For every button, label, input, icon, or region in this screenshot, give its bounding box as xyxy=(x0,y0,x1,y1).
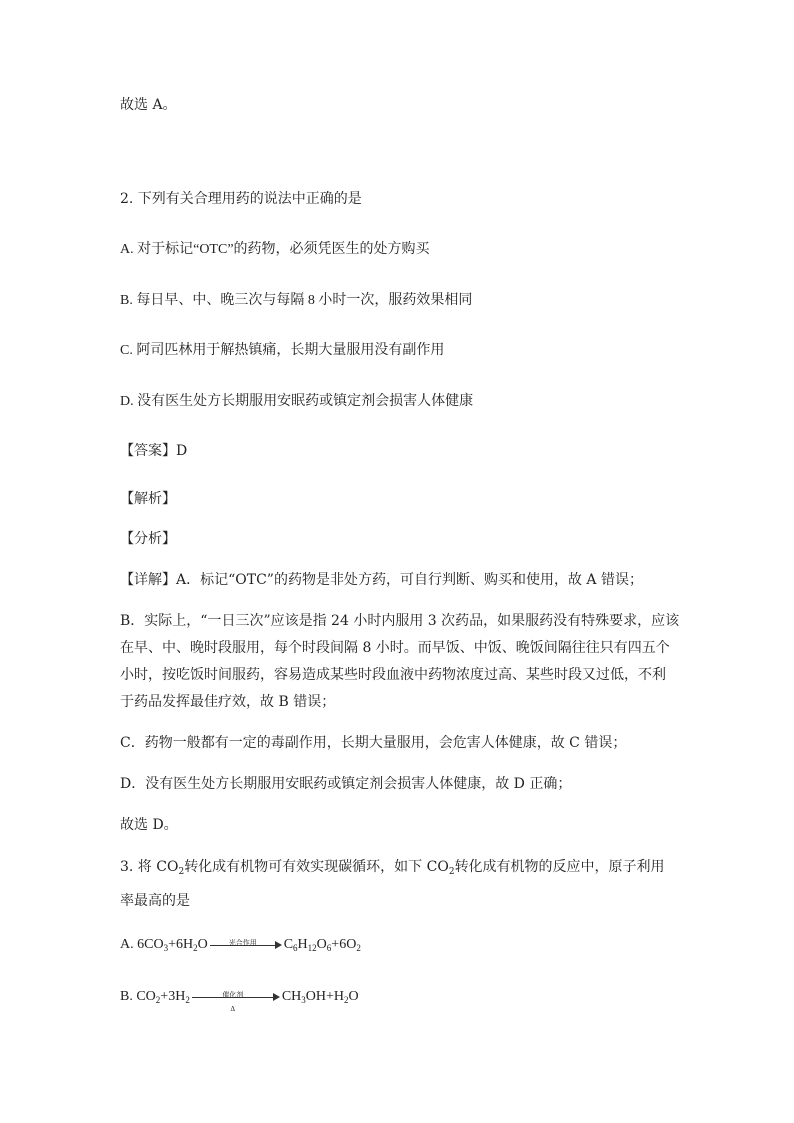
q2-option-c: C. 阿司匹林用于解热镇痛，长期大量服用没有副作用 xyxy=(120,343,445,358)
reaction-condition: Δ xyxy=(230,1005,236,1013)
q2-detail-line: 于药品发挥最佳疗效，故 B 错误； xyxy=(120,694,336,710)
formula-text: C xyxy=(283,937,294,953)
q3-stem-text: 3. 将 CO xyxy=(120,859,179,875)
formula-text: O xyxy=(197,937,208,953)
subscript: 2 xyxy=(178,867,185,877)
subscript: 12 xyxy=(307,943,317,954)
q2-analysis-title: 【解析】 xyxy=(120,491,176,507)
formula-text: CH xyxy=(281,989,302,1005)
formula-text: H xyxy=(297,937,308,953)
prev-conclusion: 故选 A。 xyxy=(120,97,177,113)
subscript: 6 xyxy=(326,943,332,954)
q2-detail-line: C．药物一般都有一定的毒副作用，长期大量服用，会危害人体健康，故 C 错误； xyxy=(120,735,627,751)
formula-text: O xyxy=(316,937,327,953)
formula-text: O xyxy=(348,989,359,1005)
subscript: 2 xyxy=(155,995,161,1006)
formula-text: OH+H xyxy=(305,989,344,1005)
q2-stem: 2. 下列有关合理用药的说法中正确的是 xyxy=(120,191,362,207)
q3-stem-line1 xyxy=(120,857,665,877)
formula-text: +6O xyxy=(331,937,357,953)
formula-text: +3H xyxy=(160,989,186,1005)
reaction-condition: 催化剂 xyxy=(222,991,244,999)
q3-stem-text: 转化成有机物的反应中，原子利用 xyxy=(454,859,665,875)
q3-stem-text: 转化成有机物可有效实现碳循环，如下 CO xyxy=(184,859,449,875)
reaction-arrow xyxy=(192,987,280,1013)
subscript: 2 xyxy=(344,995,349,1006)
q3-stem-line2: 率最高的是 xyxy=(120,893,190,909)
subscript: 3 xyxy=(301,995,306,1006)
formula-text: B. CO xyxy=(120,989,156,1005)
q3-option-b xyxy=(120,987,359,1013)
q2-detail-line: 【详解】A．标记“OTC”的药物是非处方药，可自行判断、购买和使用，故 A 错误； xyxy=(120,572,643,588)
subscript: 2 xyxy=(185,995,190,1006)
formula-text: +6H xyxy=(168,937,194,953)
q2-detail-line: 在早、中、晚时段服用，每个时段间隔 8 小时。而早饭、中饭、晚饭间隔往往只有四五个 xyxy=(120,640,670,656)
q2-option-a: A. 对于标记“OTC”的药物，必须凭医生的处方购买 xyxy=(120,242,430,257)
subscript: 6 xyxy=(293,943,298,954)
subscript: 2 xyxy=(356,943,361,954)
q2-answer: 【答案】D xyxy=(120,443,188,459)
q2-option-b: B. 每日早、中、晚三次与每隔 8 小时一次，服药效果相同 xyxy=(120,293,473,308)
q2-fenxi-title: 【分析】 xyxy=(120,531,176,547)
reaction-condition: 光合作用 xyxy=(228,939,257,947)
q2-detail-line: B．实际上，“一日三次”应该是指 24 小时内服用 3 次药品，如果服药没有特殊要求，应该 xyxy=(120,613,680,629)
subscript: 2 xyxy=(193,943,198,954)
q2-detail-line: D．没有医生处方长期服用安眠药或镇定剂会损害人体健康，故 D 正确； xyxy=(120,776,572,792)
subscript: 2 xyxy=(448,867,455,877)
q2-option-d: D. 没有医生处方长期服用安眠药或镇定剂会损害人体健康 xyxy=(120,394,474,409)
subscript: 3 xyxy=(163,943,169,954)
q3-option-a xyxy=(120,935,361,955)
q2-conclusion: 故选 D。 xyxy=(120,817,178,833)
reaction-arrow xyxy=(210,935,282,955)
q2-detail-line: 小时，按吃饭时间服药，容易造成某些时段血液中药物浓度过高、某些时段又过低，不利 xyxy=(120,667,666,683)
formula-text: A. 6CO xyxy=(120,937,164,953)
